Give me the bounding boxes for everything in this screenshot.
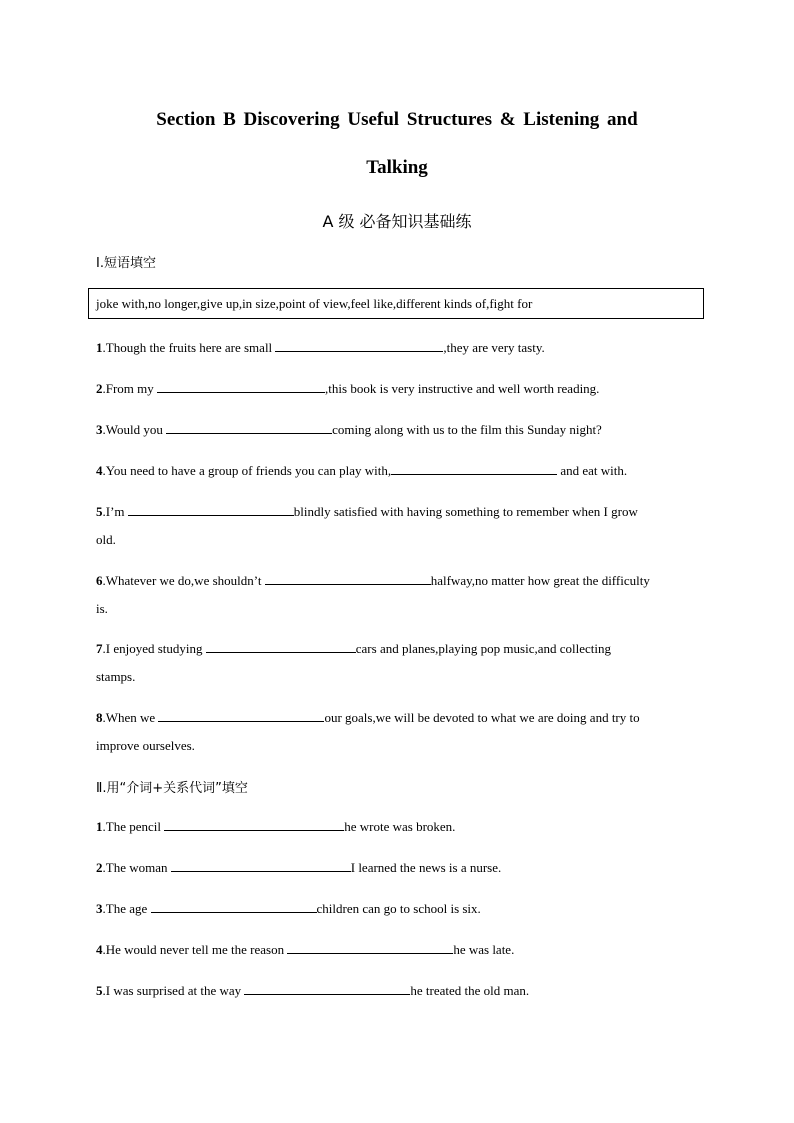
s2-question-3 [96,895,700,923]
section1-heading: Ⅰ.短语填空 [96,256,156,271]
answer-blank[interactable] [206,638,356,653]
question-text-before: .From my [102,381,158,396]
question-text-after: halfway,no matter how great the difficulty [430,573,650,588]
question-text-before: .When we [102,710,159,725]
question-number: 4 [96,463,103,478]
question-text-before: .Though the fruits here are small [102,340,276,355]
question-text-after: ,this book is very instructive and well worth reading. [325,381,600,396]
question-text-before: .Whatever we do,we shouldn’t [102,573,265,588]
answer-blank[interactable] [171,857,351,872]
answer-blank[interactable] [151,898,317,913]
question-text-before: .The pencil [102,819,165,834]
s1-question-8 [96,704,700,760]
question-text-continued: stamps. [96,669,136,684]
question-text-after: he treated the old man. [410,983,530,998]
s2-question-4 [96,936,700,964]
question-number: 3 [96,422,103,437]
question-text-after: blindly satisfied with having something to remember when I grow [293,504,638,519]
s1-question-5 [96,498,700,554]
question-text-after: ,they are very tasty. [443,340,545,355]
answer-blank[interactable] [157,378,325,393]
page-title-line1: Section B Discovering Useful Structures & Listening and [156,109,638,130]
question-text-after: he wrote was broken. [344,819,456,834]
question-number: 4 [96,942,103,957]
answer-blank[interactable] [275,337,443,352]
question-text-after: I learned the news is a nurse. [350,860,502,875]
question-text-continued: is. [96,601,108,616]
page-title-line2: Talking [366,157,428,178]
question-text-after: cars and planes,playing pop music,and collecting [355,641,611,656]
question-text-before: .I enjoyed studying [102,641,206,656]
answer-blank[interactable] [128,501,294,516]
question-text-after: coming along with us to the film this Sunday night? [332,422,602,437]
question-text-before: .He would never tell me the reason [102,942,288,957]
answer-blank[interactable] [166,419,332,434]
answer-blank[interactable] [244,980,410,995]
question-text-after: children can go to school is six. [316,901,481,916]
question-number: 8 [96,710,103,725]
word-bank-box: joke with,no longer,give up,in size,point of view,feel like,different kinds of,fight for [88,288,704,319]
question-text-continued: old. [96,532,116,547]
question-text-after: and eat with. [557,463,628,478]
s2-question-1 [96,813,700,841]
question-text-before: .The woman [102,860,171,875]
question-text-before: .You need to have a group of friends you can play with, [102,463,392,478]
s1-question-6 [96,567,700,623]
s2-question-2 [96,854,700,882]
question-text-continued: improve ourselves. [96,738,195,753]
section2-heading: Ⅱ.用“介词+关系代词”填空 [96,781,248,796]
answer-blank[interactable] [164,816,344,831]
question-text-before: .Would you [102,422,167,437]
s1-question-7 [96,635,700,691]
question-number: 3 [96,901,103,916]
question-number: 5 [96,504,103,519]
question-text-before: .I’m [102,504,128,519]
answer-blank[interactable] [287,939,453,954]
question-text-after: he was late. [453,942,515,957]
s1-question-3 [96,416,700,444]
question-text-before: .The age [102,901,151,916]
s1-question-2 [96,375,700,403]
question-number: 1 [96,340,103,355]
question-number: 1 [96,819,103,834]
question-text-after: our goals,we will be devoted to what we are doing and try to [324,710,640,725]
question-number: 2 [96,381,103,396]
s1-question-4 [96,457,700,485]
answer-blank[interactable] [391,460,557,475]
s2-question-5 [96,977,700,1005]
question-number: 2 [96,860,103,875]
answer-blank[interactable] [158,707,324,722]
level-subtitle: A 级 必备知识基础练 [322,212,472,231]
question-number: 7 [96,641,103,656]
question-text-before: .I was surprised at the way [102,983,245,998]
answer-blank[interactable] [265,570,431,585]
question-number: 6 [96,573,103,588]
s1-question-1 [96,334,700,362]
question-number: 5 [96,983,103,998]
